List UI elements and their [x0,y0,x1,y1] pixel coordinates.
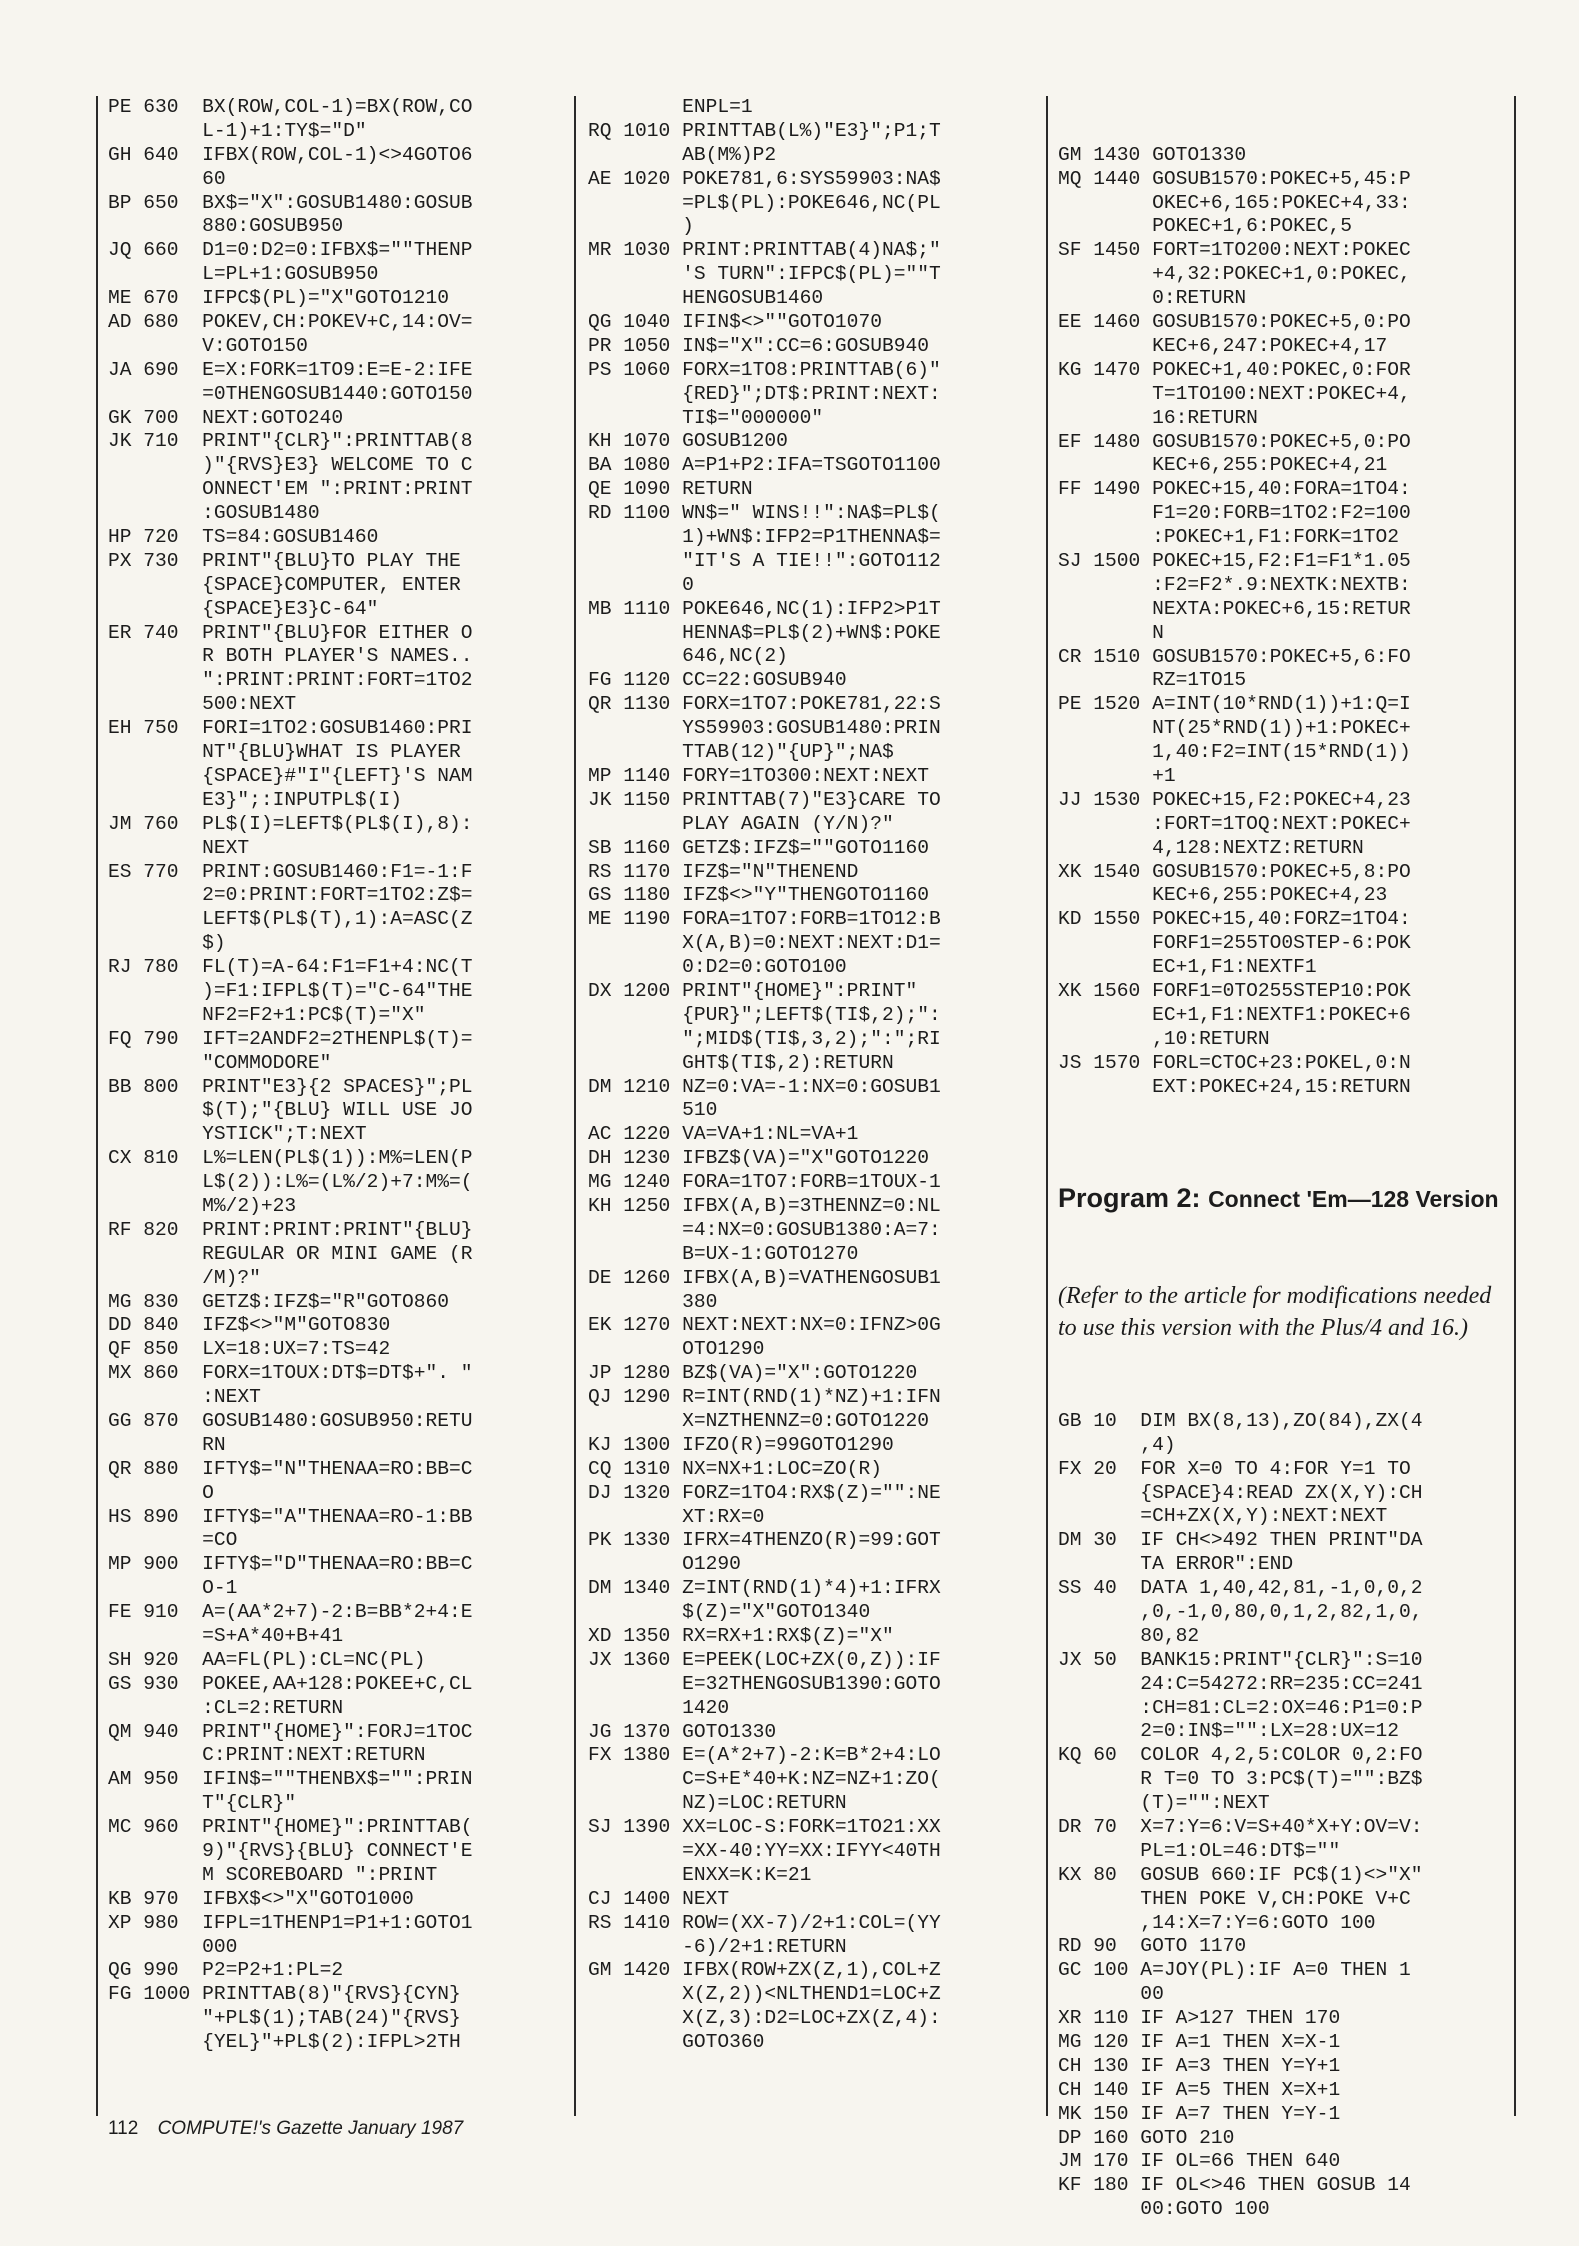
code-line: :NEXT [108,1386,261,1409]
column-rule-left [96,96,98,2116]
code-line: 380 [588,1290,718,1313]
code-line: 646,NC(2) [588,645,788,668]
code-line: JM 170 IF OL=66 THEN 640 [1058,2150,1341,2173]
code-line: GOTO360 [588,2031,765,2054]
code-line: JJ 1530 POKEC+15,F2:POKEC+4,23 [1058,788,1411,811]
code-line: HP 720 TS=84:GOSUB1460 [108,526,379,549]
code-line: MG 120 IF A=1 THEN X=X-1 [1058,2031,1341,2054]
code-line: PL=1:OL=46:DT$="" [1058,1839,1341,1862]
code-line: L$(2)):L%=(L%/2)+7:M%=( [108,1171,473,1194]
code-line: FORF1=255TO0STEP-6:POK [1058,932,1411,955]
code-line: CQ 1310 NX=NX+1:LOC=ZO(R) [588,1457,882,1480]
code-line: X(Z,2))<NLTHEND1=LOC+Z [588,1983,941,2006]
program2-heading [1058,1183,1510,1214]
code-line: RF 820 PRINT:PRINT:PRINT"{BLU} [108,1218,473,1241]
code-line: POKEC+1,6:POKEC,5 [1058,215,1352,238]
code-line: KD 1550 POKEC+15,40:FORZ=1TO4: [1058,908,1411,931]
code-line: {RED}";DT$:PRINT:NEXT: [588,382,941,405]
code-line: HENNA$=PL$(2)+WN$:POKE [588,621,941,644]
code-line: GS 1180 IFZ$<>"Y"THENGOTO1160 [588,884,929,907]
code-line: XP 980 IFPL=1THENP1=P1+1:GOTO1 [108,1911,473,1934]
listing-column-3-bottom [1058,1410,1510,2222]
listing-column-1 [108,96,560,2055]
code-line: EF 1480 GOSUB1570:POKEC+5,0:PO [1058,430,1411,453]
code-line: RQ 1010 PRINTTAB(L%)"E3}";P1;T [588,119,941,142]
column-rule-mid2 [1046,96,1048,2116]
code-line: PR 1050 IN$="X":CC=6:GOSUB940 [588,334,929,357]
code-line: =CO [108,1529,238,1552]
code-line: :FORT=1TOQ:NEXT:POKEC+ [1058,812,1411,835]
code-line: AB(M%)P2 [588,143,777,166]
code-line: GB 10 DIM BX(8,13),ZO(84),ZX(4 [1058,1409,1423,1432]
code-line: 1,40:F2=INT(15*RND(1)) [1058,741,1411,764]
code-line: ) [588,215,694,238]
code-line: KX 80 GOSUB 660:IF PC$(1)<>"X" [1058,1863,1423,1886]
code-line: ME 670 IFPC$(PL)="X"GOTO1210 [108,287,449,310]
code-line: EC+1,F1:NEXTF1:POKEC+6 [1058,1003,1411,1026]
code-line: L-1)+1:TY$="D" [108,119,367,142]
code-line: GS 930 POKEE,AA+128:POKEE+C,CL [108,1672,473,1695]
code-line: DM 1340 Z=INT(RND(1)*4)+1:IFRX [588,1577,941,1600]
code-line: O [108,1481,214,1504]
code-line: EH 750 FORI=1TO2:GOSUB1460:PRI [108,717,473,740]
code-line: 0:D2=0:GOTO100 [588,956,847,979]
code-line: FX 20 FOR X=0 TO 4:FOR Y=1 TO [1058,1457,1411,1480]
code-line: QG 990 P2=P2+1:PL=2 [108,1959,344,1982]
code-line: RD 90 GOTO 1170 [1058,1935,1247,1958]
code-line: :F2=F2*.9:NEXTK:NEXTB: [1058,573,1411,596]
code-line: PE 1520 A=INT(10*RND(1))+1:Q=I [1058,693,1411,716]
program2-note: (Refer to the article for modifications needed to use this version with the Plus/4 and 16.) [1058,1283,1492,1342]
code-line: (T)="":NEXT [1058,1792,1270,1815]
code-line: KG 1470 POKEC+1,40:POKEC,0:FOR [1058,358,1411,381]
code-line: $(T);"{BLU} WILL USE JO [108,1099,473,1122]
code-line: JX 1360 E=PEEK(LOC+ZX(0,Z)):IF [588,1648,941,1671]
code-line: O1290 [588,1553,741,1576]
code-line: QF 850 LX=18:UX=7:TS=42 [108,1338,391,1361]
code-line: SF 1450 FORT=1TO200:NEXT:POKEC [1058,239,1411,262]
code-line: EC+1,F1:NEXTF1 [1058,956,1317,979]
code-line: MP 1140 FORY=1TO300:NEXT:NEXT [588,764,929,787]
code-line: 2=0:IN$="":LX=28:UX=12 [1058,1720,1399,1743]
code-line: ,4) [1058,1433,1176,1456]
code-line: AD 680 POKEV,CH:POKEV+C,14:OV= [108,311,473,334]
code-line: JK 710 PRINT"{CLR}":PRINTTAB(8 [108,430,473,453]
code-line: KQ 60 COLOR 4,2,5:COLOR 0,2:FO [1058,1744,1423,1767]
code-line: {SPACE}E3}C-64" [108,597,379,620]
code-line: QR 880 IFTY$="N"THENAA=RO:BB=C [108,1457,473,1480]
code-line: 500:NEXT [108,693,297,716]
code-line: GM 1420 IFBX(ROW+ZX(Z,1),COL+Z [588,1959,941,1982]
code-line: CJ 1400 NEXT [588,1887,730,1910]
code-line: :POKEC+1,F1:FORK=1TO2 [1058,526,1399,549]
code-line: DM 1210 NZ=0:VA=-1:NX=0:GOSUB1 [588,1075,941,1098]
code-line: AC 1220 VA=VA+1:NL=VA+1 [588,1123,859,1146]
code-line: PLAY AGAIN (Y/N)?" [588,812,894,835]
code-line: ER 740 PRINT"{BLU}FOR EITHER O [108,621,473,644]
program2-title: Program 2: [1058,1183,1201,1214]
code-line: =0THENGOSUB1440:GOTO150 [108,382,473,405]
code-line: MG 1240 FORA=1TO7:FORB=1TOUX-1 [588,1171,941,1194]
code-line: JG 1370 GOTO1330 [588,1720,777,1743]
code-line: +4,32:POKEC+1,0:POKEC, [1058,263,1411,286]
code-line: ":PRINT:PRINT:FORT=1TO2 [108,669,473,692]
code-line: RS 1170 IFZ$="N"THENEND [588,860,859,883]
code-line: FF 1490 POKEC+15,40:FORA=1TO4: [1058,478,1411,501]
listing-column-2 [588,96,1040,2055]
code-line: XK 1540 GOSUB1570:POKEC+5,8:PO [1058,860,1411,883]
code-line: PK 1330 IFRX=4THENZO(R)=99:GOT [588,1529,941,1552]
code-line: =PL$(PL):POKE646,NC(PL [588,191,941,214]
code-line: R BOTH PLAYER'S NAMES.. [108,645,473,668]
code-line: TTAB(12)"{UP}";NA$ [588,741,894,764]
code-line: QE 1090 RETURN [588,478,753,501]
code-line: X(Z,3):D2=LOC+ZX(Z,4): [588,2007,941,2030]
code-line: L=PL+1:GOSUB950 [108,263,379,286]
code-line: )=F1:IFPL$(T)="C-64"THE [108,979,473,1002]
code-line: LEFT$(PL$(T),1):A=ASC(Z [108,908,473,931]
code-line: BB 800 PRINT"E3}{2 SPACES}";PL [108,1075,473,1098]
code-line: =4:NX=0:GOSUB1380:A=7: [588,1218,941,1241]
code-line: DH 1230 IFBZ$(VA)="X"GOTO1220 [588,1147,929,1170]
code-line: GK 700 NEXT:GOTO240 [108,406,344,429]
code-line: DM 30 IF CH<>492 THEN PRINT"DA [1058,1529,1423,1552]
code-line: 2=0:PRINT:FORT=1TO2:Z$= [108,884,473,907]
code-line: DX 1200 PRINT"{HOME}":PRINT" [588,979,918,1002]
code-line: GC 100 A=JOY(PL):IF A=0 THEN 1 [1058,1959,1411,1982]
code-line: RN [108,1433,226,1456]
code-line: "+PL$(1);TAB(24)"{RVS} [108,2007,461,2030]
code-line: -6)/2+1:RETURN [588,1935,847,1958]
code-line: KH 1250 IFBX(A,B)=3THENNZ=0:NL [588,1194,941,1217]
code-line: MX 860 FORX=1TOUX:DT$=DT$+". " [108,1362,473,1385]
code-line: {SPACE}COMPUTER, ENTER [108,573,461,596]
code-line: MK 150 IF A=7 THEN Y=Y-1 [1058,2102,1341,2125]
code-line: 880:GOSUB950 [108,215,344,238]
code-line: NEXTA:POKEC+6,15:RETUR [1058,597,1411,620]
code-line: NEXT [108,836,250,859]
code-line: M%/2)+23 [108,1194,297,1217]
code-line: SS 40 DATA 1,40,42,81,-1,0,0,2 [1058,1577,1423,1600]
code-line: DD 840 IFZ$<>"M"GOTO830 [108,1314,391,1337]
code-line: RD 1100 WN$=" WINS!!":NA$=PL$( [588,502,941,525]
code-line: XD 1350 RX=RX+1:RX$(Z)="X" [588,1625,894,1647]
code-line: :GOSUB1480 [108,502,320,525]
code-line: ENPL=1 [588,96,753,118]
code-line: REGULAR OR MINI GAME (R [108,1242,473,1265]
publication-line: COMPUTE!'s Gazette January 1987 [157,2118,464,2139]
code-line: :CH=81:CL=2:OX=46:P1=0:P [1058,1696,1423,1719]
code-line: OTO1290 [588,1338,765,1361]
code-line: ENXX=K:K=21 [588,1863,812,1886]
code-line: YS59903:GOSUB1480:PRIN [588,717,941,740]
code-line: SJ 1500 POKEC+15,F2:F1=F1*1.05 [1058,549,1411,572]
code-line: SH 920 AA=FL(PL):CL=NC(PL) [108,1648,426,1671]
code-line: HS 890 IFTY$="A"THENAA=RO-1:BB [108,1505,473,1528]
code-line: B=UX-1:GOTO1270 [588,1242,859,1265]
code-line: DP 160 GOTO 210 [1058,2126,1235,2149]
code-line: R T=0 TO 3:PC$(T)="":BZ$ [1058,1768,1423,1791]
code-line: 00 [1058,1983,1164,2006]
code-line: =S+A*40+B+41 [108,1625,344,1647]
code-line: EK 1270 NEXT:NEXT:NX=0:IFNZ>0G [588,1314,941,1337]
code-line: ONNECT'EM ":PRINT:PRINT [108,478,473,501]
code-line: MR 1030 PRINT:PRINTTAB(4)NA$;" [588,239,941,262]
code-line: 1)+WN$:IFP2=P1THENNA$= [588,526,941,549]
code-line: CH 130 IF A=3 THEN Y=Y+1 [1058,2054,1341,2077]
code-line: 4,128:NEXTZ:RETURN [1058,836,1364,859]
code-line: 60 [108,167,226,190]
code-line: QM 940 PRINT"{HOME}":FORJ=1TOC [108,1720,473,1743]
listing-column-3 [1058,96,1510,2246]
code-line: T"{CLR}" [108,1792,297,1815]
code-line: TA ERROR":END [1058,1553,1294,1576]
column-rule-mid1 [574,96,576,2116]
code-line: KEC+6,247:POKEC+4,17 [1058,334,1388,357]
code-line: BA 1080 A=P1+P2:IFA=TSGOTO1100 [588,454,941,477]
code-line: DE 1260 IFBX(A,B)=VATHENGOSUB1 [588,1266,941,1289]
code-line: 000 [108,1935,238,1958]
code-line: EXT:POKEC+24,15:RETURN [1058,1075,1411,1098]
code-line: MB 1110 POKE646,NC(1):IFP2>P1T [588,597,941,620]
code-line: DJ 1320 FORZ=1TO4:RX$(Z)="":NE [588,1481,941,1504]
code-line: NT(25*RND(1))+1:POKEC+ [1058,717,1411,740]
code-line: RS 1410 ROW=(XX-7)/2+1:COL=(YY [588,1911,941,1934]
code-line: MG 830 GETZ$:IFZ$="R"GOTO860 [108,1290,449,1313]
code-line: JM 760 PL$(I)=LEFT$(PL$(I),8): [108,812,473,835]
code-line: RJ 780 FL(T)=A-64:F1=F1+4:NC(T [108,956,473,979]
code-line: JA 690 E=X:FORK=1TO9:E=E-2:IFE [108,358,473,381]
code-line: {SPACE}4:READ ZX(X,Y):CH [1058,1481,1423,1504]
code-line: KB 970 IFBX$<>"X"GOTO1000 [108,1887,414,1910]
code-line: N [1058,621,1164,644]
code-line: NF2=F2+1:PC$(T)="X" [108,1003,426,1026]
code-line: 00:GOTO 100 [1058,2198,1270,2221]
code-line: JX 50 BANK15:PRINT"{CLR}":S=10 [1058,1648,1423,1671]
code-line: 1420 [588,1696,730,1719]
code-line: TI$="000000" [588,406,824,429]
code-line: SB 1160 GETZ$:IFZ$=""GOTO1160 [588,836,929,859]
code-line: AM 950 IFIN$=""THENBX$="":PRIN [108,1768,473,1791]
code-line: C:PRINT:NEXT:RETURN [108,1744,426,1767]
code-line: KEC+6,255:POKEC+4,23 [1058,884,1388,907]
page-footer [108,2118,463,2140]
code-line: ,14:X=7:Y=6:GOTO 100 [1058,1911,1376,1934]
code-line: X(A,B)=0:NEXT:NEXT:D1= [588,932,941,955]
code-line: XR 110 IF A>127 THEN 170 [1058,2007,1341,2030]
code-line: NZ)=LOC:RETURN [588,1792,847,1815]
code-line: EE 1460 GOSUB1570:POKEC+5,0:PO [1058,311,1411,334]
code-line: 0:RETURN [1058,287,1247,310]
code-line: HENGOSUB1460 [588,287,824,310]
code-line: DR 70 X=7:Y=6:V=S+40*X+Y:OV=V: [1058,1816,1423,1839]
code-line: 'S TURN":IFPC$(PL)=""T [588,263,941,286]
code-line: PE 630 BX(ROW,COL-1)=BX(ROW,CO [108,96,473,118]
code-line: GH 640 IFBX(ROW,COL-1)<>4GOTO6 [108,143,473,166]
code-line: "COMMODORE" [108,1051,332,1074]
code-line: BP 650 BX$="X":GOSUB1480:GOSUB [108,191,473,214]
code-line: MC 960 PRINT"{HOME}":PRINTTAB( [108,1816,473,1839]
code-line: +1 [1058,764,1176,787]
code-line: KH 1070 GOSUB1200 [588,430,788,453]
code-line: CH 140 IF A=5 THEN X=X+1 [1058,2078,1341,2101]
code-line: 16:RETURN [1058,406,1258,429]
listing-column-3-top [1058,144,1510,1100]
code-line: $(Z)="X"GOTO1340 [588,1601,871,1624]
code-line: O-1 [108,1577,238,1600]
code-line: {YEL}"+PL$(2):IFPL>2TH [108,2031,461,2054]
code-line: F1=20:FORB=1TO2:F2=100 [1058,502,1411,525]
code-line: GM 1430 GOTO1330 [1058,143,1247,166]
code-line: JP 1280 BZ$(VA)="X":GOTO1220 [588,1362,918,1385]
code-line: JQ 660 D1=0:D2=0:IFBX$=""THENP [108,239,473,262]
column-rule-right [1514,96,1516,2116]
code-line: GG 870 GOSUB1480:GOSUB950:RETU [108,1409,473,1432]
code-line: QR 1130 FORX=1TO7:POKE781,22:S [588,693,941,716]
code-line: ES 770 PRINT:GOSUB1460:F1=-1:F [108,860,473,883]
code-line: KJ 1300 IFZO(R)=99GOTO1290 [588,1433,894,1456]
code-line: KF 180 IF OL<>46 THEN GOSUB 14 [1058,2174,1411,2197]
code-line: E=32THENGOSUB1390:GOTO [588,1672,941,1695]
code-line: QJ 1290 R=INT(RND(1)*NZ)+1:IFN [588,1386,941,1409]
code-line: 80,82 [1058,1624,1200,1647]
code-line: =XX-40:YY=XX:IFYY<40TH [588,1840,941,1863]
code-line: /M)?" [108,1266,261,1289]
code-line: PX 730 PRINT"{BLU}TO PLAY THE [108,549,461,572]
code-line: =CH+ZX(X,Y):NEXT:NEXT [1058,1505,1388,1528]
code-line: MQ 1440 GOSUB1570:POKEC+5,45:P [1058,167,1411,190]
code-line: RZ=1TO15 [1058,669,1247,692]
code-line: KEC+6,255:POKEC+4,21 [1058,454,1388,477]
code-line: XK 1560 FORF1=0TO255STEP10:POK [1058,979,1411,1002]
code-line: YSTICK";T:NEXT [108,1123,367,1146]
code-line: MP 900 IFTY$="D"THENAA=RO:BB=C [108,1553,473,1576]
code-line: FE 910 A=(AA*2+7)-2:B=BB*2+4:E [108,1601,473,1624]
code-line: AE 1020 POKE781,6:SYS59903:NA$ [588,167,941,190]
code-line: THEN POKE V,CH:POKE V+C [1058,1887,1411,1910]
code-line: )"{RVS}E3} WELCOME TO C [108,454,473,477]
code-line: "IT'S A TIE!!":GOTO112 [588,549,941,572]
code-line: X=NZTHENNZ=0:GOTO1220 [588,1409,929,1432]
code-line: ,0,-1,0,80,0,1,2,82,1,0, [1058,1601,1423,1623]
code-line: V:GOTO150 [108,334,308,357]
code-line: NT"{BLU}WHAT IS PLAYER [108,741,461,764]
code-line: $) [108,932,226,955]
code-line: C=S+E*40+K:NZ=NZ+1:ZO( [588,1768,941,1791]
code-line: E3}";:INPUTPL$(I) [108,788,402,811]
code-line: 510 [588,1099,718,1122]
program2-subtitle: Connect 'Em—128 Version [1208,1186,1499,1213]
code-line: GHT$(TI$,2):RETURN [588,1051,894,1074]
code-line: FX 1380 E=(A*2+7)-2:K=B*2+4:LO [588,1744,941,1767]
page-number: 112 [108,2118,139,2139]
code-line: PS 1060 FORX=1TO8:PRINTTAB(6)" [588,358,941,381]
code-line: {SPACE}#"I"{LEFT}'S NAM [108,764,473,787]
code-line: XT:RX=0 [588,1505,765,1528]
code-line: ";MID$(TI$,3,2);":";RI [588,1027,941,1050]
code-line: OKEC+6,165:POKEC+4,33: [1058,191,1411,214]
code-line: ME 1190 FORA=1TO7:FORB=1TO12:B [588,908,941,931]
code-line: T=1TO100:NEXT:POKEC+4, [1058,382,1411,405]
code-line: SJ 1390 XX=LOC-S:FORK=1TO21:XX [588,1816,941,1839]
code-line: JK 1150 PRINTTAB(7)"E3}CARE TO [588,788,941,811]
code-line: :CL=2:RETURN [108,1696,344,1719]
code-line: 0 [588,573,694,596]
code-line: QG 1040 IFIN$<>""GOTO1070 [588,311,882,334]
code-line: M SCOREBOARD ":PRINT [108,1863,438,1886]
code-line: CR 1510 GOSUB1570:POKEC+5,6:FO [1058,645,1411,668]
code-line: {PUR}";LEFT$(TI$,2);": [588,1003,941,1026]
code-line: FQ 790 IFT=2ANDF2=2THENPL$(T)= [108,1027,473,1050]
code-line: FG 1000 PRINTTAB(8)"{RVS}{CYN} [108,1983,461,2006]
code-line: 24:C=54272:RR=235:CC=241 [1058,1672,1423,1695]
code-line: ,10:RETURN [1058,1027,1270,1050]
code-line: JS 1570 FORL=CTOC+23:POKEL,0:N [1058,1051,1411,1074]
code-line: 9)"{RVS}{BLU} CONNECT'E [108,1840,473,1863]
code-line: FG 1120 CC=22:GOSUB940 [588,669,847,692]
code-line: CX 810 L%=LEN(PL$(1)):M%=LEN(P [108,1147,473,1170]
